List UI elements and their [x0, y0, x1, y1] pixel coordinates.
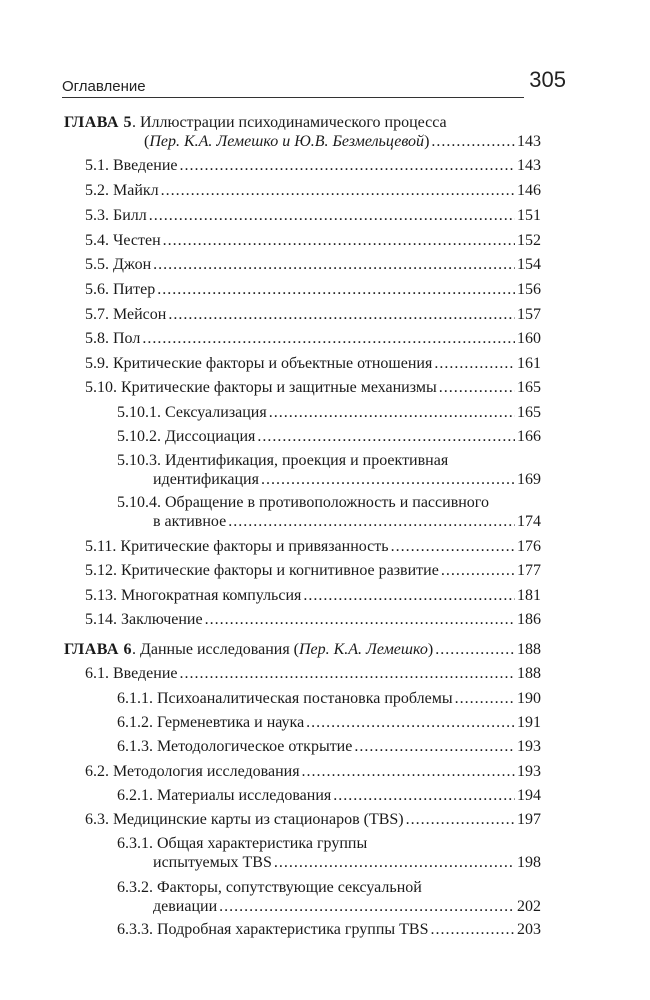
toc-page: 203 — [517, 921, 541, 938]
chapter-6-entry[interactable]: ГЛАВА 6. Данные исследования (Пер. К.А. Лемешко) ..... 188 — [64, 640, 541, 659]
toc-page: 146 — [517, 182, 541, 199]
toc-entry-6-3[interactable]: 6.3. Медицинские карты из стационаров (TBS) ..... 197 — [85, 810, 541, 829]
leader-dots — [257, 427, 515, 446]
chapter-6-label: ГЛАВА 6 — [64, 641, 132, 658]
leader-dots — [431, 132, 515, 151]
toc-page: 174 — [517, 513, 541, 530]
toc-entry-5-1[interactable]: 5.1. Введение ..... 143 — [85, 156, 541, 175]
toc-entry-5-2[interactable]: 5.2. Майкл ..... 146 — [85, 181, 541, 200]
toc-page: 176 — [517, 538, 541, 555]
toc-entry-5-8[interactable]: 5.8. Пол ..... 160 — [85, 329, 541, 348]
chapter-6-page: 188 — [517, 641, 541, 658]
leader-dots — [406, 810, 515, 829]
toc-entry-5-12[interactable]: 5.12. Критические факторы и когнитивное развитие ..... 177 — [85, 561, 541, 580]
leader-dots — [142, 329, 515, 348]
running-header — [62, 66, 566, 100]
leader-dots — [302, 762, 515, 781]
toc-page: 143 — [517, 157, 541, 174]
leader-dots — [180, 664, 516, 683]
leader-dots — [157, 280, 515, 299]
toc-entry-5-10-1[interactable]: 5.10.1. Сексуализация ..... 165 — [117, 403, 541, 422]
toc-page: 186 — [517, 611, 541, 628]
toc-entry-5-10-2[interactable]: 5.10.2. Диссоциация ..... 166 — [117, 427, 541, 446]
toc-page: 177 — [517, 562, 541, 579]
leader-dots — [306, 713, 515, 732]
toc-page: 188 — [517, 665, 541, 682]
header-page-number: 305 — [529, 67, 566, 92]
toc-page: 160 — [517, 330, 541, 347]
toc-page: 151 — [517, 207, 541, 224]
toc-entry-5-4[interactable]: 5.4. Честен ..... 152 — [85, 231, 541, 250]
leader-dots — [261, 470, 515, 489]
toc-page: 166 — [517, 428, 541, 445]
toc-page: 165 — [517, 404, 541, 421]
toc-entry-6-2[interactable]: 6.2. Методология исследования ..... 193 — [85, 762, 541, 781]
toc-entry-5-10[interactable]: 5.10. Критические факторы и защитные механизмы ..... 165 — [85, 378, 541, 397]
leader-dots — [168, 305, 515, 324]
header-rule — [62, 97, 524, 98]
toc-entry-5-7[interactable]: 5.7. Мейсон ..... 157 — [85, 305, 541, 324]
toc-entry-5-10-3[interactable]: 5.10.3. Идентификация, проекция и проективная идентификация ..... 169 — [117, 451, 541, 489]
toc-page: 152 — [517, 232, 541, 249]
toc-entry-6-3-2[interactable]: 6.3.2. Факторы, сопутствующие сексуальной девиации ..... 202 — [117, 878, 541, 916]
toc-page: 197 — [517, 811, 541, 828]
leader-dots — [274, 853, 515, 872]
leader-dots — [205, 610, 515, 629]
leader-dots — [435, 640, 515, 659]
chapter-6-translators: Пер. К.А. Лемешко — [299, 641, 428, 658]
toc-entry-6-1-3[interactable]: 6.1.3. Методологическое открытие ..... 193 — [117, 737, 541, 756]
chapter-5-page: 143 — [517, 133, 541, 150]
chapter-5-label: ГЛАВА 5 — [64, 114, 132, 131]
leader-dots — [163, 231, 515, 250]
toc-page: 198 — [517, 854, 541, 871]
chapter-5-entry[interactable]: ГЛАВА 5. Иллюстрации психодинамического процесса (Пер. К.А. Лемешко и Ю.В. Безмельцевой) ..... 143 — [64, 113, 541, 151]
toc-page: 154 — [517, 256, 541, 273]
toc-entry-5-14[interactable]: 5.14. Заключение ..... 186 — [85, 610, 541, 629]
chapter-6-title: . Данные исследования — [131, 641, 294, 658]
toc-entry-6-1-2[interactable]: 6.1.2. Герменевтика и наука ..... 191 — [117, 713, 541, 732]
toc-page: 191 — [517, 714, 541, 731]
leader-dots — [153, 255, 515, 274]
toc-page: 193 — [517, 738, 541, 755]
chapter-5-translators: Пер. К.А. Лемешко и Ю.В. Безмельцевой — [149, 133, 425, 150]
toc-page: 169 — [517, 471, 541, 488]
leader-dots — [434, 354, 515, 373]
toc-entry-6-1-1[interactable]: 6.1.1. Психоаналитическая постановка проблемы ..... 190 — [117, 689, 541, 708]
toc-entry-6-3-1[interactable]: 6.3.1. Общая характеристика группы испытуемых TBS ..... 198 — [117, 834, 541, 872]
toc-entry-5-11[interactable]: 5.11. Критические факторы и привязанность ..... 176 — [85, 537, 541, 556]
leader-dots — [180, 156, 516, 175]
toc-page: 161 — [517, 355, 541, 372]
leader-dots — [333, 786, 515, 805]
leader-dots — [228, 512, 515, 531]
toc-entry-6-3-3[interactable]: 6.3.3. Подробная характеристика группы TBS ..... 203 — [117, 920, 541, 939]
header-section-title: Оглавление — [62, 78, 146, 95]
toc-page: 157 — [517, 306, 541, 323]
toc-page: 181 — [517, 587, 541, 604]
toc-entry-6-1[interactable]: 6.1. Введение ..... 188 — [85, 664, 541, 683]
toc-entry-5-5[interactable]: 5.5. Джон ..... 154 — [85, 255, 541, 274]
leader-dots — [439, 378, 515, 397]
leader-dots — [354, 737, 515, 756]
toc-entry-5-10-4[interactable]: 5.10.4. Обращение в противоположность и пассивного в активное ..... 174 — [117, 493, 541, 531]
toc-page: 193 — [517, 763, 541, 780]
toc-entry-5-3[interactable]: 5.3. Билл ..... 151 — [85, 206, 541, 225]
toc-entry-5-6[interactable]: 5.6. Питер ..... 156 — [85, 280, 541, 299]
toc-entry-6-2-1[interactable]: 6.2.1. Материалы исследования ..... 194 — [117, 786, 541, 805]
leader-dots — [303, 586, 515, 605]
leader-dots — [149, 206, 515, 225]
toc-page: 190 — [517, 690, 541, 707]
leader-dots — [219, 897, 515, 916]
chapter-5-title: . Иллюстрации психодинамического процесса — [131, 114, 447, 131]
leader-dots — [269, 403, 515, 422]
toc-entry-5-13[interactable]: 5.13. Многократная компульсия ..... 181 — [85, 586, 541, 605]
toc-page: 156 — [517, 281, 541, 298]
toc-page: 202 — [517, 898, 541, 915]
leader-dots — [441, 561, 515, 580]
toc-page: 165 — [517, 379, 541, 396]
leader-dots — [430, 920, 515, 939]
toc-entry-5-9[interactable]: 5.9. Критические факторы и объектные отношения ..... 161 — [85, 354, 541, 373]
toc-page: 194 — [517, 787, 541, 804]
leader-dots — [161, 181, 515, 200]
leader-dots — [455, 689, 515, 708]
leader-dots — [391, 537, 515, 556]
